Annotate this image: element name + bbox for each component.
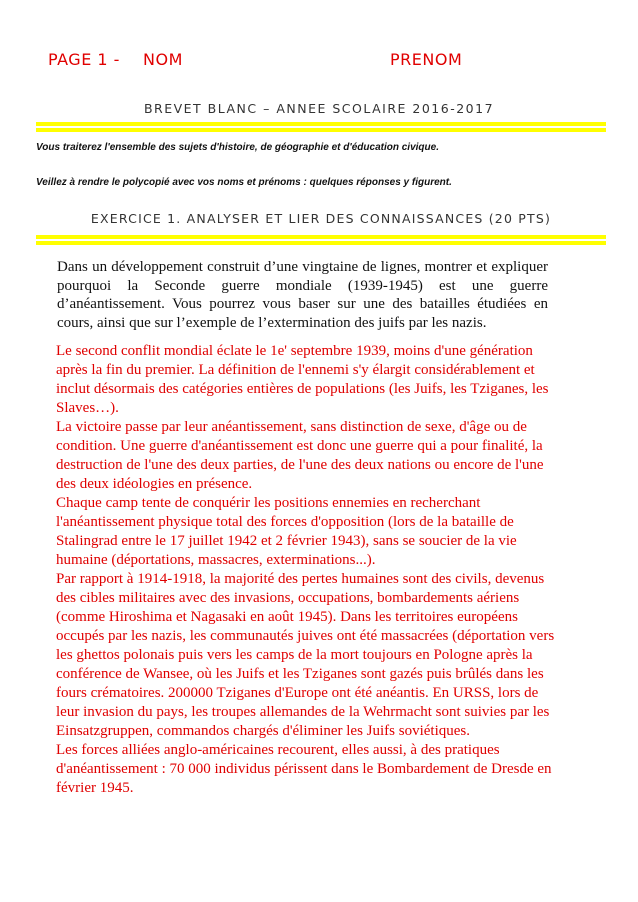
exercise-title: EXERCICE 1. ANALYSER ET LIER DES CONNAISSANCES (20 PTS) [90,211,552,226]
prenom-label: PRENOM [390,50,463,69]
instruction-line: Vous traiterez l'ensemble des sujets d'histoire, de géographie et d'éducation civique. [36,142,439,153]
highlight-divider [36,122,606,126]
answer-text [56,342,556,798]
highlight-divider [36,235,606,239]
document-title: BREVET BLANC – ANNEE SCOLAIRE 2016-2017 [143,101,495,116]
page-header [48,50,588,72]
exercise-question: Dans un développement construit d’une vingtaine de lignes, montrer et expliquer pourquoi la Seconde guerre mondiale (1939-1945) est une guerre d’anéantissement. Vous pourrez vous baser sur une des batailles étudiées en cours, ainsi que sur l’exemple de l’extermination des juifs par les nazis. [57,259,548,331]
answer-paragraph: Par rapport à 1914-1918, la majorité des pertes humaines sont des civils, devenus des cibles militaires avec des invasions, occupations, bombardements aériens (comme Hiroshima et Nagasaki en août 1945). Dans les territoires européens occupés par les nazis, les communautés juives ont été massacrées (déportation vers les ghettos polonais puis vers les camps de la mort toujours en Pologne après la conférence de Wansee, où les Juifs et les Tziganes sont gazés puis brûlés dans les fours crématoires. 200000 Tziganes d'Europe ont été anéantis. En URSS, lors de leur invasion du pays, les troupes allemandes de la Wehrmacht sont suivies par les Einsatzgruppen, commandos chargés d'éliminer les Juifs soviétiques. [56,571,555,739]
highlight-divider [36,241,606,245]
answer-paragraph: La victoire passe par leur anéantissement, sans distinction de sexe, d'âge ou de condition. Une guerre d'anéantissement est donc une guerre qui a pour finalité, la destruction de l'une des deux parties, de l'une des deux nations ou encore de l'une des deux idéologies en présence. [56,419,544,492]
highlight-divider [36,128,606,132]
page-number-label: PAGE 1 - [48,50,120,69]
answer-paragraph: Le second conflit mondial éclate le 1e' septembre 1939, moins d'une génération après la fin du premier. La définition de l'ennemi s'y élargit considérablement et inclut désormais des catégories entières de populations (les Juifs, les Tziganes, les Slaves…). [56,343,549,416]
instruction-line: Veillez à rendre le polycopié avec vos noms et prénoms : quelques réponses y figurent. [36,177,452,188]
answer-paragraph: Chaque camp tente de conquérir les positions ennemies en recherchant l'anéantissement physique total des forces d'opposition (lors de la bataille de Stalingrad entre le 17 juillet 1942 et 2 février 1943), sans se soucier de la vie humaine (déportations, massacres, exterminations...). [56,495,517,568]
nom-label: NOM [143,50,183,69]
answer-paragraph: Les forces alliées anglo-américaines recourent, elles aussi, à des pratiques d'anéantissement : 70 000 individus périssent dans le Bombardement de Dresde en février 1945. [56,742,552,796]
